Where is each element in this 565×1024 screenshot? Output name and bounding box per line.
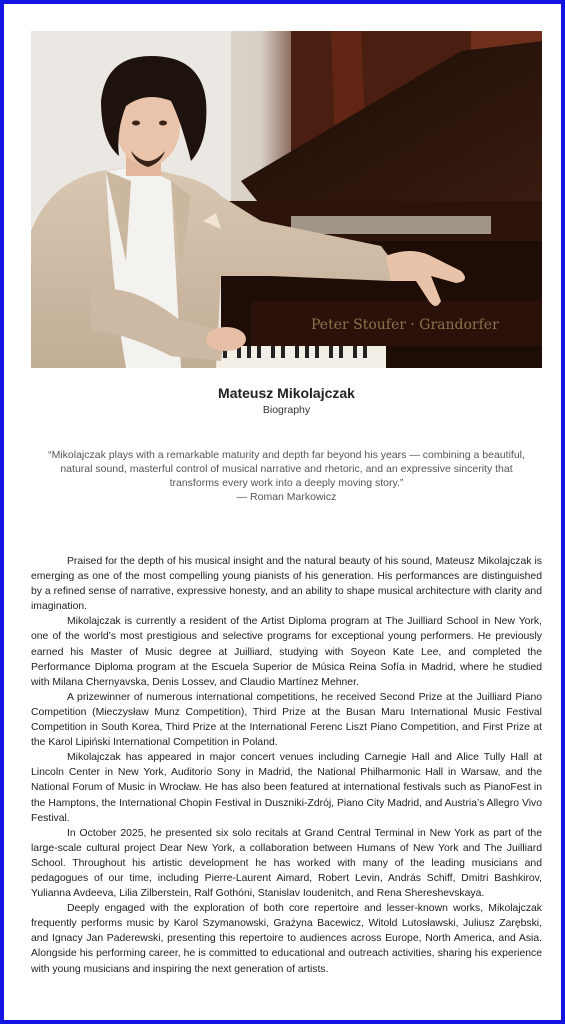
quote-line-1: “Mikolajczak plays with a remarkable maturity and depth far beyond his years — combining a beautiful, natural sound, masterful control of musical narrative and rhetoric, and an expressive sincerity that	[48, 449, 525, 475]
testimonial-quote	[44, 448, 529, 504]
bio-paragraph: Praised for the depth of his musical insight and the natural beauty of his sound, Mateusz Mikolajczak is emerging as one of the most compelling young pianists of his generation. His performances are distinguished by a refined sense of narrative, expressive honesty, and an ability to shape musical architecture with clarity and imagination.	[31, 556, 542, 613]
quote-line-2: transforms every work into a deeply moving story.”	[169, 477, 404, 489]
bio-paragraph: Mikolajczak is currently a resident of the Artist Diploma program at The Juilliard School in New York, one of the world’s most prestigious and selective programs for exceptional young performers. He previously earned his Master of Music degree at Juilliard, studying with Soyeon Kate Lee, and completed the Performance Diploma program at the Escuela Superior de Música Reina Sofía in Madrid, where he studied with Milana Chernyavska, Denis Lossev, and Claudio Martínez Mehner.	[31, 616, 542, 688]
bio-paragraph: Mikolajczak has appeared in major concert venues including Carnegie Hall and Alice Tully Hall at Lincoln Center in New York, Auditorio Sony in Madrid, the National Philharmonic Hall in Warsaw, and the National Forum of Music in Wrocław. He has also been featured at international festivals such as PianoFest in the Hamptons, the International Chopin Festival in Duszniki-Zdrój, Piano City Madrid, and Austria’s Allegro Vivo Festival.	[31, 752, 542, 824]
section-subtitle: Biography	[262, 404, 311, 416]
bio-paragraph: In October 2025, he presented six solo recitals at Grand Central Terminal in New York as part of the large-scale cultural project Dear New York, a collaboration between Humans of New York and The Juilliard School. Throughout his artistic development he has worked with many of the leading musicians and pedagogues of our time, including Pierre-Laurent Aimard, Robert Levin, András Schiff, Dmitri Bashkirov, Yulianna Avdeeva, Lilia Zilberstein, Ralf Gothóni, Stanislav Ioudenitch, and Rena Shereshevskaya.	[31, 827, 542, 900]
svg-text:Peter Stoufer · Grandorfer: Peter Stoufer · Grandorfer	[311, 317, 499, 333]
quote-attribution: — Roman Markowicz	[236, 491, 337, 503]
portrait-photo	[31, 31, 542, 368]
person-name: Mateusz Mikolajczak	[218, 385, 355, 401]
biography-text	[31, 554, 542, 977]
bio-paragraph: A prizewinner of numerous international competitions, he received Second Prize at the Juilliard Piano Competition (Mieczysław Munz Competition), Third Prize at the Busan Maru International Music Festival Competition in South Korea, Third Prize at the International Ferenc Liszt Piano Competition, and First Prize at the Karol Lipiński International Competition in Poland.	[31, 691, 542, 749]
bio-paragraph: Deeply engaged with the exploration of both core repertoire and lesser-known works, Mikolajczak frequently performs music by Karol Szymanowski, Grażyna Bacewicz, Witold Lutosławski, Juliusz Zarębski, and Ignacy Jan Paderewski, presenting this repertoire to audiences across Europe, North America, and Asia. Alongside his performing career, he is committed to educational and outreach activities, sharing his experience with young musicians and inspiring the next generation of artists.	[31, 903, 542, 975]
